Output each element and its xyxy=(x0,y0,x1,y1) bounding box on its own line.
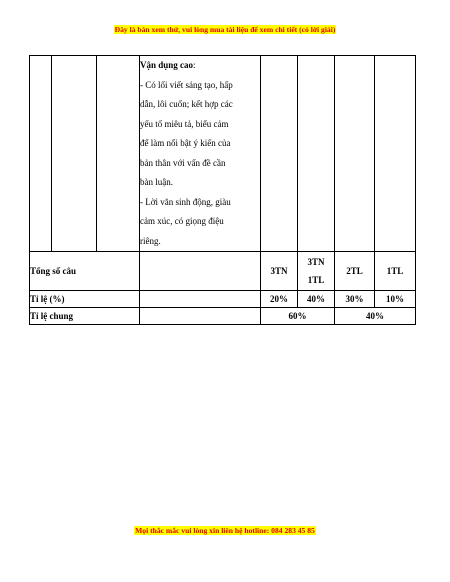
requirement-heading: Vận dụng cao xyxy=(140,60,194,70)
empty-cell xyxy=(52,56,97,252)
total-value-stacked: 3TN 1TL xyxy=(298,252,335,291)
empty-cell xyxy=(140,291,261,308)
total-value: 3TN xyxy=(261,252,298,291)
empty-cell xyxy=(298,56,335,252)
content-row xyxy=(30,56,416,252)
requirement-cell: Vận dụng cao: - Có lối viết sáng tạo, hấp dẫn, lôi cuốn; kết hợp các yếu tố miêu tả, biểu cảm để làm nổi bật ý kiến của bản thân với vấn đề cần bàn luận. - Lời văn sinh động, giàu cảm xúc, có giọng điệu riêng. xyxy=(140,56,261,252)
empty-cell xyxy=(97,56,140,252)
requirement-line: cảm xúc, có giọng điệu xyxy=(140,216,224,226)
overall-row xyxy=(30,308,416,325)
requirement-line: yếu tố miêu tả, biểu cảm xyxy=(140,118,229,129)
empty-cell xyxy=(140,252,261,291)
empty-cell xyxy=(375,56,416,252)
ratio-value: 40% xyxy=(298,291,335,308)
ratio-value: 30% xyxy=(335,291,375,308)
empty-cell xyxy=(261,56,298,252)
total-label: Tổng số câu xyxy=(30,252,140,291)
ratio-row xyxy=(30,291,416,308)
total-value: 2TL xyxy=(335,252,375,291)
requirement-line: dẫn, lôi cuốn; kết hợp các xyxy=(140,99,233,109)
requirement-line: - Có lối viết sáng tạo, hấp xyxy=(140,79,233,90)
empty-cell xyxy=(30,56,52,252)
total-value: 1TL xyxy=(375,252,416,291)
empty-cell xyxy=(140,308,261,325)
overall-label: Tỉ lệ chung xyxy=(30,308,140,325)
requirement-line: riêng. xyxy=(140,235,161,246)
total-row xyxy=(30,252,416,291)
ratio-value: 10% xyxy=(375,291,416,308)
ratio-label: Tỉ lệ (%) xyxy=(30,291,140,308)
overall-value: 40% xyxy=(335,308,416,325)
matrix-table xyxy=(29,55,416,325)
overall-value: 60% xyxy=(261,308,335,325)
requirement-line: bàn luận. xyxy=(140,177,173,187)
empty-cell xyxy=(335,56,375,252)
preview-notice-banner: Đây là bản xem thử, vui lòng mua tài liệu để xem chi tiết (có lời giải) xyxy=(114,25,336,34)
ratio-value: 20% xyxy=(261,291,298,308)
requirement-line: bản thân với vấn đề cần xyxy=(140,157,226,168)
requirement-line: - Lời văn sinh động, giàu xyxy=(140,196,231,207)
hotline-banner: Mọi thắc mắc vui lòng xin liên hệ hotline: 084 283 45 85 xyxy=(135,526,315,535)
requirement-line: để làm nổi bật ý kiến của xyxy=(140,138,231,148)
